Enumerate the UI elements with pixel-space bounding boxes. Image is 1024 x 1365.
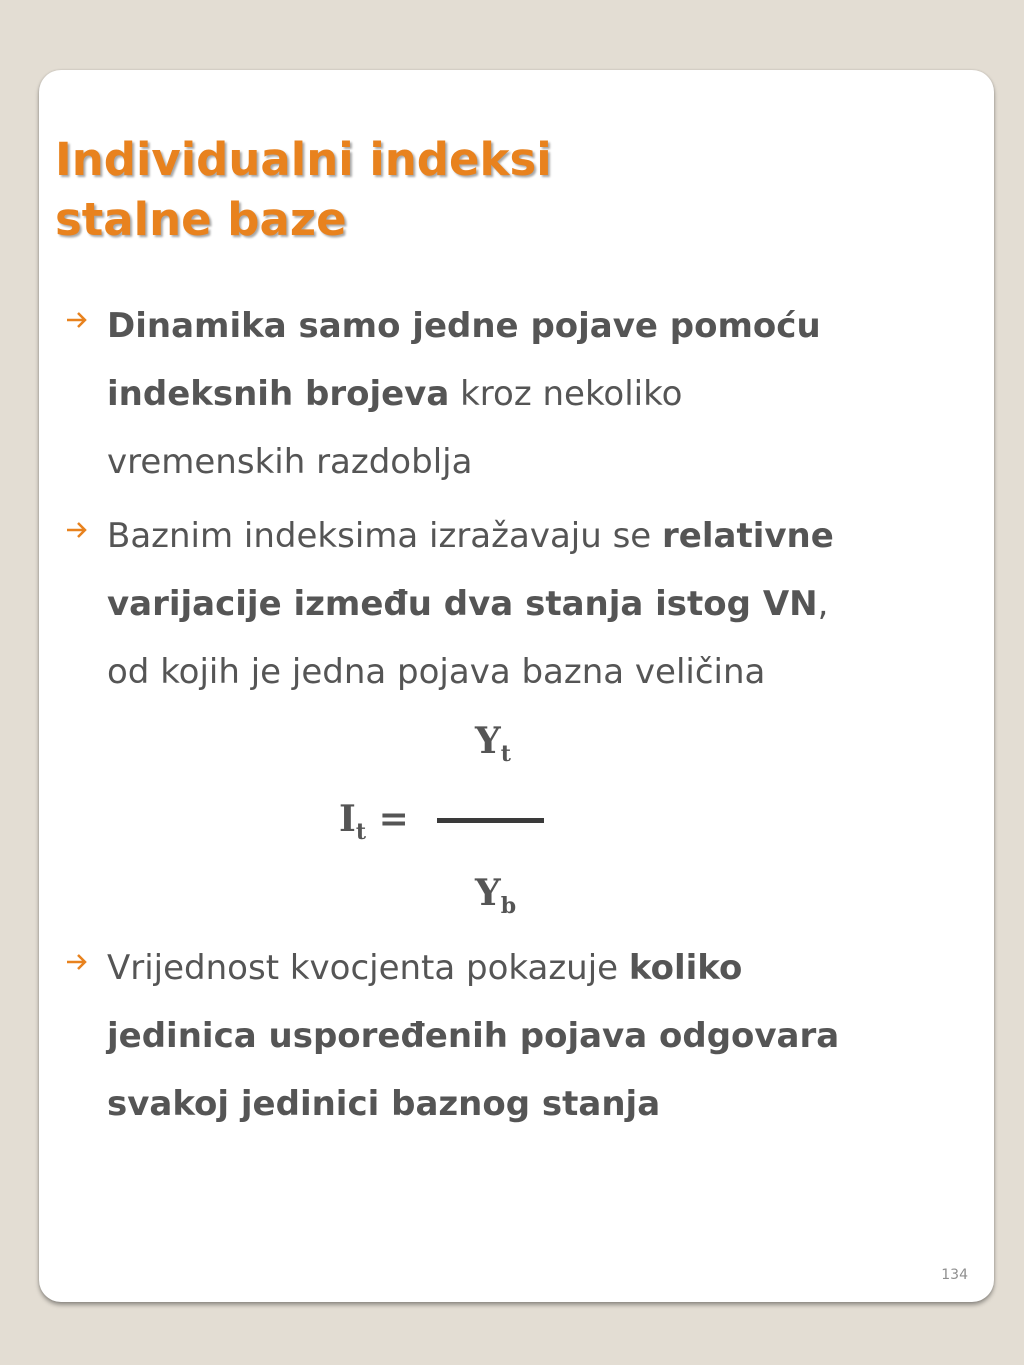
bullet-run: relativne [662,516,834,556]
bullet-text [107,934,957,1138]
denominator-symbol: Y [475,872,501,914]
slide-title-line-1: Individualni indeksi [55,133,552,186]
bullet-text [107,502,957,706]
lhs-symbol: I [339,798,356,840]
bullet-run: jedinica uspoređenih pojava odgovara [107,1016,840,1056]
page-number: 134 [941,1267,968,1283]
bullet-text [107,292,957,496]
bullet-run: Dinamika samo jedne pojave pomoću [107,306,821,346]
bullet-line [107,1070,957,1138]
formula-denominator [475,872,516,919]
slide [39,70,994,1302]
bullet-line [107,360,957,428]
slide-title-line-2: stalne baze [55,193,347,246]
formula-lhs [339,798,409,845]
bullet-line [107,292,957,360]
bullet-run: , [817,584,829,624]
bullet-run: koliko [628,948,743,988]
bullet-run: vremenskih razdoblja [107,442,473,482]
bullet-run: od kojih je jedna pojava bazna veličina [107,652,766,692]
bullet-line [107,934,957,1002]
bullet-run: varijacije između dva stanja istog VN [107,584,818,624]
bullet-line [107,428,957,496]
bullet-run: Baznim indeksima izražavaju se [107,516,663,556]
bullet-run: kroz nekoliko [449,374,683,414]
slide-title [55,130,552,250]
bullet-run: Vrijednost kvocjenta pokazuje [107,948,629,988]
numerator-symbol: Y [475,720,501,762]
bullet-run: svakoj jedinici baznog stanja [107,1084,661,1124]
arrow-right-icon [63,952,95,972]
numerator-subscript: t [500,741,511,767]
equals-sign: = [378,798,409,840]
bullet-line [107,502,957,570]
lhs-subscript: t [355,819,367,845]
denominator-subscript: b [500,893,517,919]
formula-numerator [475,720,511,767]
bullet-line [107,570,957,638]
bullet-run: indeksnih brojeva [107,374,450,414]
arrow-right-icon [63,520,95,540]
bullet-line [107,638,957,706]
fraction-bar [437,818,544,823]
bullet-line [107,1002,957,1070]
arrow-right-icon [63,310,95,330]
